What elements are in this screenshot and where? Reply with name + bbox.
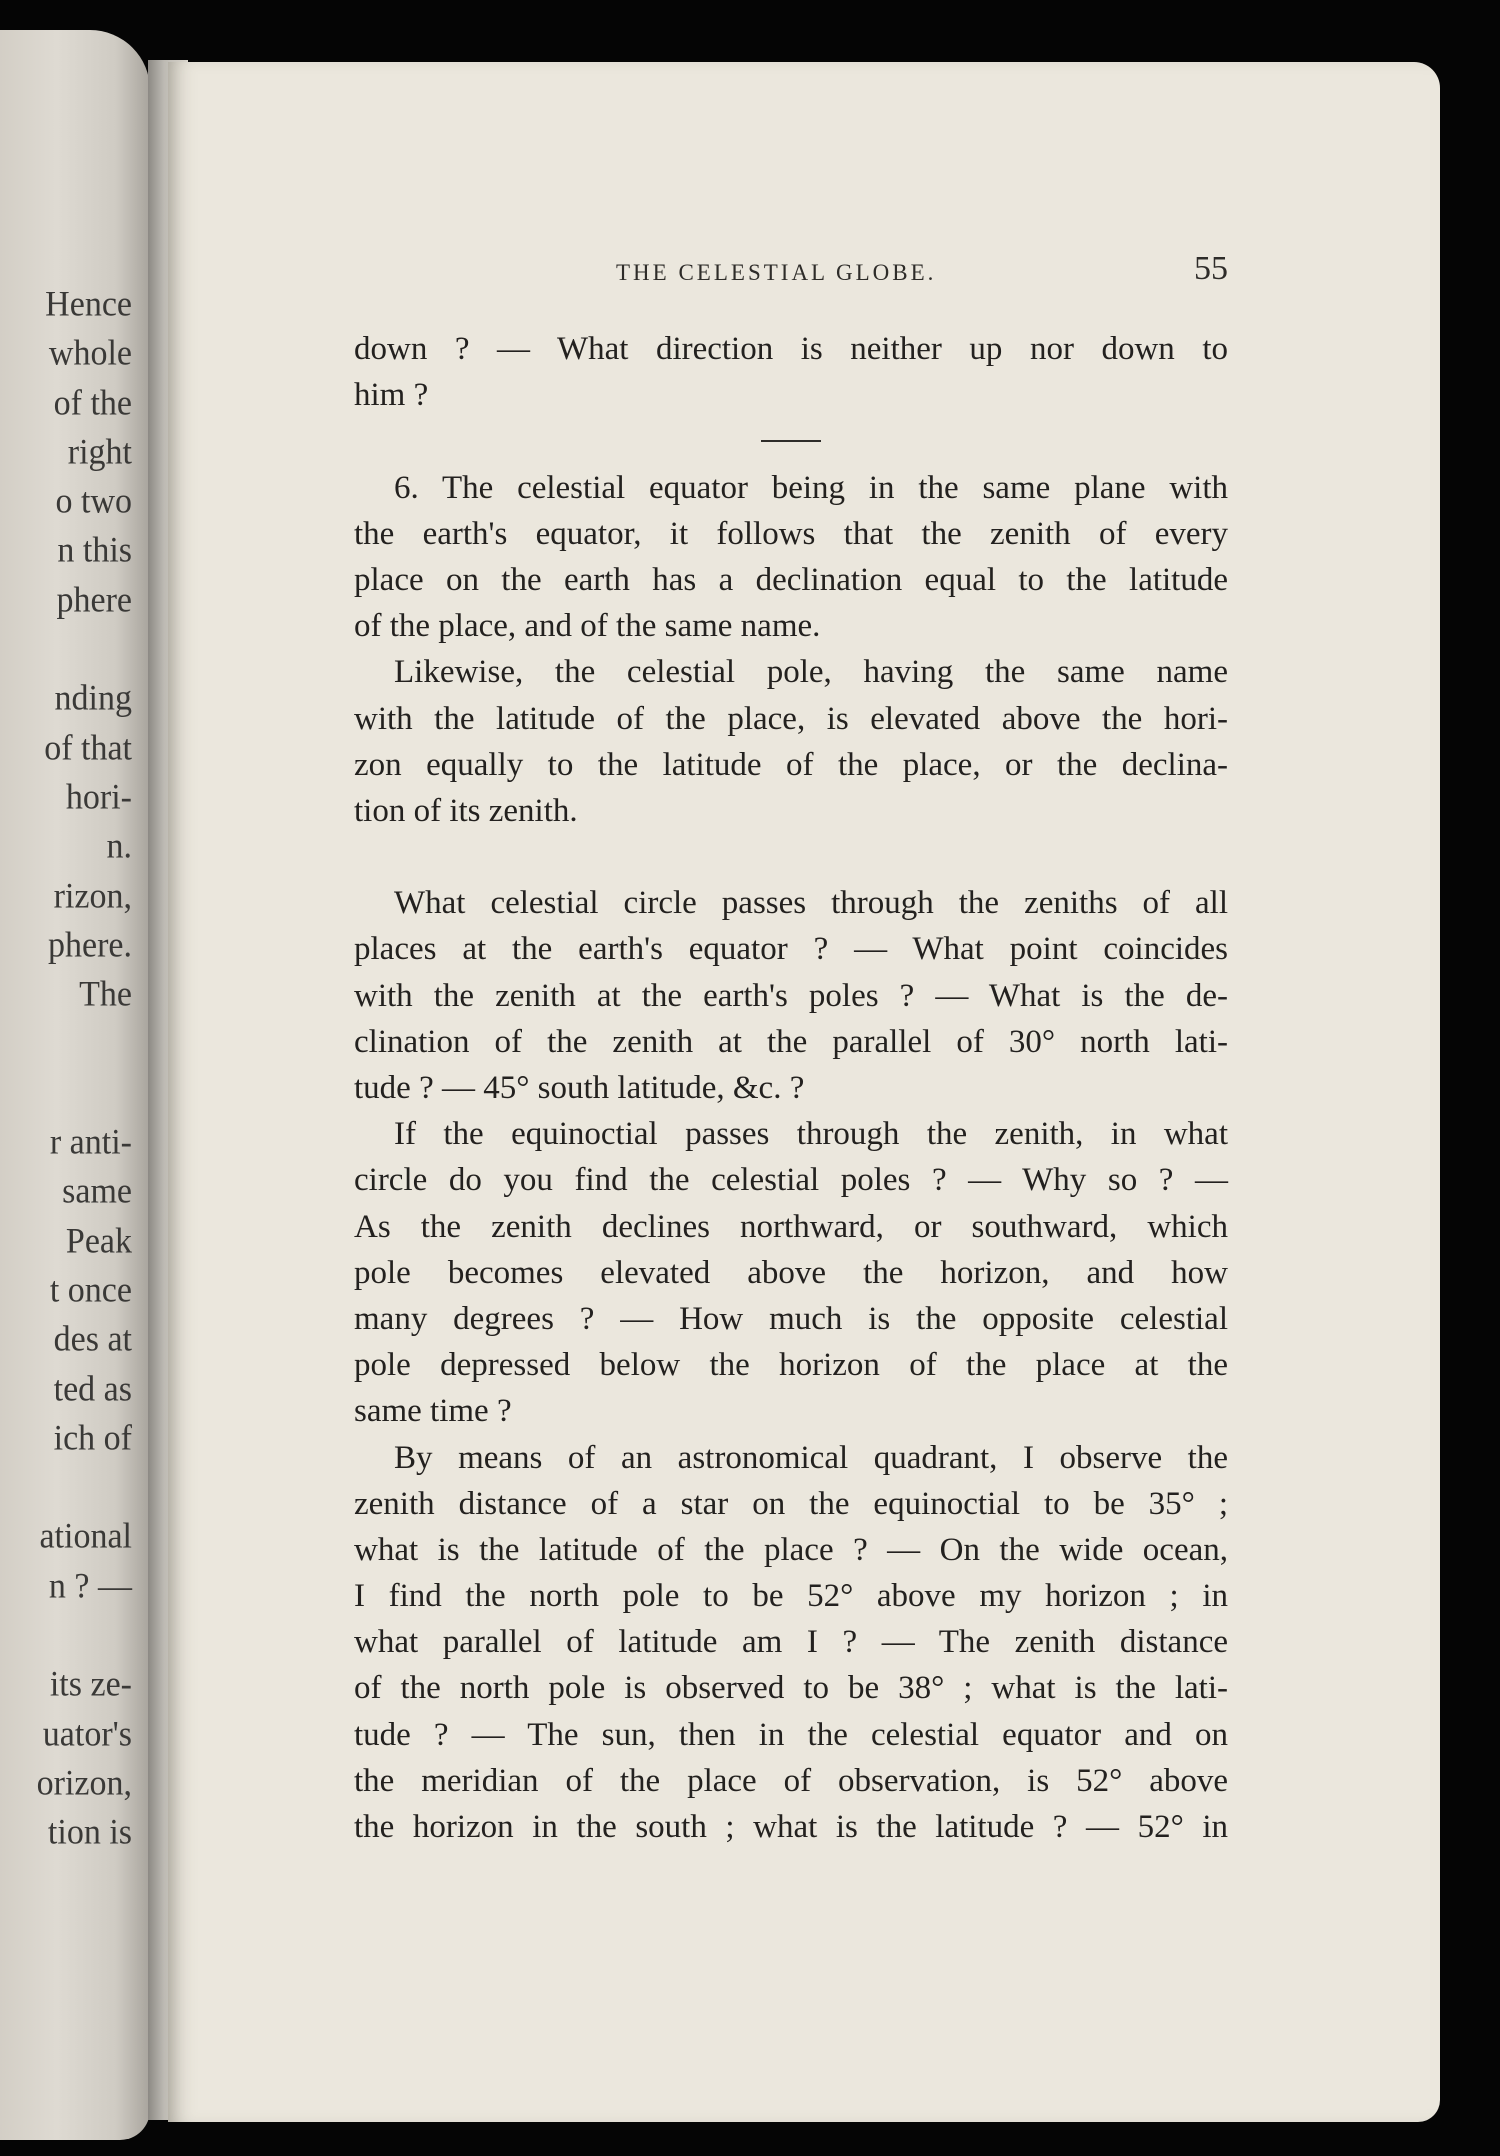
facing-line: of that (44, 728, 132, 768)
text-line: zenith distance of a star on the equinoctial to be 35° ; (354, 1485, 1228, 1522)
text-line: the meridian of the place of observation, is 52° above (354, 1762, 1228, 1799)
text-line: of the place, and of the same name. (354, 608, 821, 645)
facing-line: n. (106, 827, 132, 867)
text-line: By means of an astronomical quadrant, I observe the (394, 1439, 1228, 1476)
divider-rule (761, 440, 821, 442)
paragraph-6 (354, 465, 1228, 650)
facing-line: The (79, 975, 132, 1015)
facing-line (0, 1462, 132, 1514)
text-line: pole depressed below the horizon of the place at the (354, 1347, 1228, 1384)
facing-line (0, 1067, 132, 1119)
facing-line (0, 1018, 132, 1070)
paragraph-gap (354, 834, 1228, 880)
facing-line: t once (49, 1270, 132, 1311)
facing-line: n ? — (48, 1566, 132, 1606)
text-line: tude ? — The sun, then in the celestial equator and on (354, 1716, 1228, 1753)
facing-line: nding (54, 679, 132, 719)
text-line: down ? — What direction is neither up nor down to (354, 331, 1228, 367)
page-number: 55 (1194, 250, 1228, 287)
text-line: many degrees ? — How much is the opposite celestial (354, 1300, 1228, 1337)
facing-line: same (62, 1172, 132, 1212)
paragraph-likewise (354, 649, 1228, 834)
facing-line: ted as (53, 1369, 132, 1409)
text-line: 6. The celestial equator being in the same plane with (394, 469, 1228, 506)
text-line: what is the latitude of the place ? — On the wide ocean, (354, 1531, 1228, 1568)
facing-page-text (0, 280, 132, 1858)
text-line: If the equinoctial passes through the zenith, in what (394, 1116, 1228, 1153)
text-line: pole becomes elevated above the horizon, and how (354, 1254, 1228, 1291)
facing-line (0, 1610, 132, 1662)
text-line: What celestial circle passes through the zeniths of all (394, 885, 1228, 922)
facing-line: ich of (53, 1418, 132, 1458)
paragraph-continued (354, 326, 1228, 418)
facing-line: uator's (42, 1714, 132, 1754)
facing-line: rizon, (53, 876, 132, 916)
facing-line (0, 624, 132, 676)
section-divider (354, 418, 1228, 464)
facing-line: o two (55, 482, 132, 522)
text-line: what parallel of latitude am I ? — The zenith distance (354, 1624, 1228, 1661)
facing-line: Hence (45, 284, 132, 325)
running-head (354, 250, 1228, 296)
facing-line: ational (39, 1517, 132, 1557)
running-title: THE CELESTIAL GLOBE. (616, 260, 937, 285)
facing-line: right (67, 432, 132, 472)
facing-line: des at (53, 1320, 132, 1360)
text-line: tude ? — 45° south latitude, &c. ? (354, 1070, 805, 1106)
text-line: places at the earth's equator ? — What point coincides (354, 931, 1228, 968)
exercise-paragraph (354, 1435, 1228, 1851)
facing-line: Peak (65, 1221, 132, 1261)
body-text (354, 326, 1228, 1850)
facing-line: phere (56, 580, 132, 620)
facing-line: phere. (47, 925, 132, 965)
text-line: the earth's equator, it follows that the zenith of every (354, 515, 1228, 552)
text-line: of the north pole is observed to be 38° ; what is the lati- (354, 1670, 1228, 1707)
text-line: zon equally to the latitude of the place, or the declina- (354, 746, 1228, 783)
facing-line: of the (53, 383, 132, 423)
text-line: Likewise, the celestial pole, having the same name (394, 654, 1228, 691)
text-line: As the zenith declines northward, or southward, which (354, 1208, 1228, 1245)
facing-page (0, 30, 150, 2140)
text-line: the horizon in the south ; what is the latitude ? — 52° in (354, 1809, 1228, 1845)
text-line: same time ? (354, 1393, 512, 1430)
text-line: I find the north pole to be 52° above my horizon ; in (354, 1578, 1228, 1615)
facing-line: whole (48, 334, 132, 374)
facing-line: tion is (47, 1813, 132, 1853)
text-line: circle do you find the celestial poles ? — Why so ? — (354, 1162, 1228, 1199)
text-line: tion of its zenith. (354, 792, 578, 829)
text-line: him ? (354, 377, 429, 414)
question-paragraph (354, 1111, 1228, 1434)
text-line: with the latitude of the place, is elevated above the hori- (354, 700, 1228, 737)
facing-line: orizon, (36, 1763, 132, 1804)
text-line: clination of the zenith at the parallel of 30° north lati- (354, 1023, 1228, 1060)
text-line: place on the earth has a declination equal to the latitude (354, 561, 1228, 598)
question-paragraph (354, 880, 1228, 1111)
facing-line: r anti- (49, 1122, 132, 1163)
facing-line: n this (57, 531, 132, 571)
text-line: with the zenith at the earth's poles ? — What is the de- (354, 977, 1228, 1014)
facing-line: its ze- (49, 1665, 132, 1705)
facing-line: hori- (65, 777, 132, 818)
